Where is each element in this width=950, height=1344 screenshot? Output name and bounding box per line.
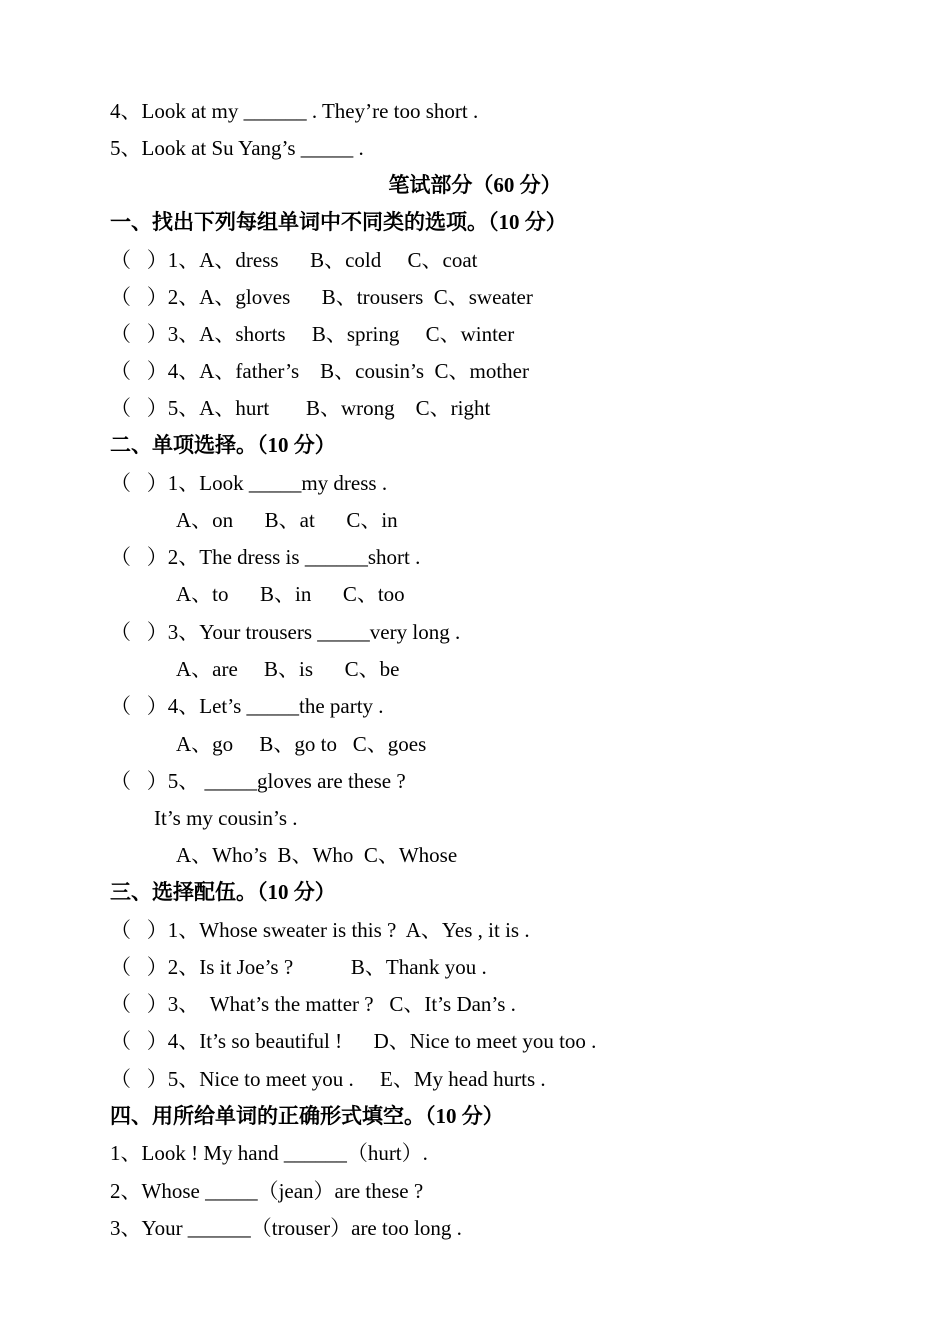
section-2-options-3: A、are B、is C、be	[176, 657, 400, 681]
section-3-question-5: （ ）5、Nice to meet you . E、My head hurts .	[110, 1067, 546, 1091]
section-3-question-2: （ ）2、Is it Joe’s ? B、Thank you .	[110, 955, 487, 979]
section-2-options-5: A、Who’s B、Who C、Whose	[176, 843, 458, 867]
section-2-question-1: （ ）1、Look _____my dress .	[110, 471, 388, 495]
section-2-question-5: （ ）5、 _____gloves are these ?	[110, 769, 406, 793]
section-2-question-2: （ ）2、The dress is ______short .	[110, 545, 421, 569]
section-1-question-3: （ ）3、A、shorts B、spring C、winter	[110, 322, 515, 346]
section-4-question-2: 2、Whose _____（jean）are these ?	[110, 1179, 424, 1203]
section-1-question-5: （ ）5、A、hurt B、wrong C、right	[110, 396, 491, 420]
section-2-options-1: A、on B、at C、in	[176, 508, 398, 532]
section-3-question-3: （ ）3、 What’s the matter ? C、It’s Dan’s .	[110, 992, 516, 1016]
section-2-question-3: （ ）3、Your trousers _____very long .	[110, 620, 461, 644]
listening-item-5: 5、Look at Su Yang’s _____ .	[110, 136, 364, 160]
listening-item-4: 4、Look at my ______ . They’re too short .	[110, 99, 479, 123]
section-3-heading: 三、选择配伍。（10 分）	[110, 880, 336, 904]
section-2-question-5-answer: It’s my cousin’s .	[154, 806, 298, 830]
section-1-heading: 一、找出下列每组单词中不同类的选项。（10 分）	[110, 210, 567, 234]
section-1-question-2: （ ）2、A、gloves B、trousers C、sweater	[110, 285, 533, 309]
section-2-options-4: A、go B、go to C、goes	[176, 732, 427, 756]
section-4-heading: 四、用所给单词的正确形式填空。（10 分）	[110, 1104, 504, 1128]
section-1-question-1: （ ）1、A、dress B、cold C、coat	[110, 248, 478, 272]
section-1-question-4: （ ）4、A、father’s B、cousin’s C、mother	[110, 359, 529, 383]
section-3-question-4: （ ）4、It’s so beautiful ! D、Nice to meet you too .	[110, 1029, 597, 1053]
section-2-heading: 二、单项选择。（10 分）	[110, 433, 336, 457]
section-2-question-4: （ ）4、Let’s _____the party .	[110, 694, 384, 718]
section-4-question-3: 3、Your ______（trouser）are too long .	[110, 1216, 462, 1240]
section-2-options-2: A、to B、in C、too	[176, 582, 405, 606]
section-4-question-1: 1、Look ! My hand ______（hurt）.	[110, 1141, 428, 1165]
section-3-question-1: （ ）1、Whose sweater is this ? A、Yes , it is .	[110, 918, 530, 942]
section-title-written: 笔试部分（60 分）	[388, 173, 562, 197]
